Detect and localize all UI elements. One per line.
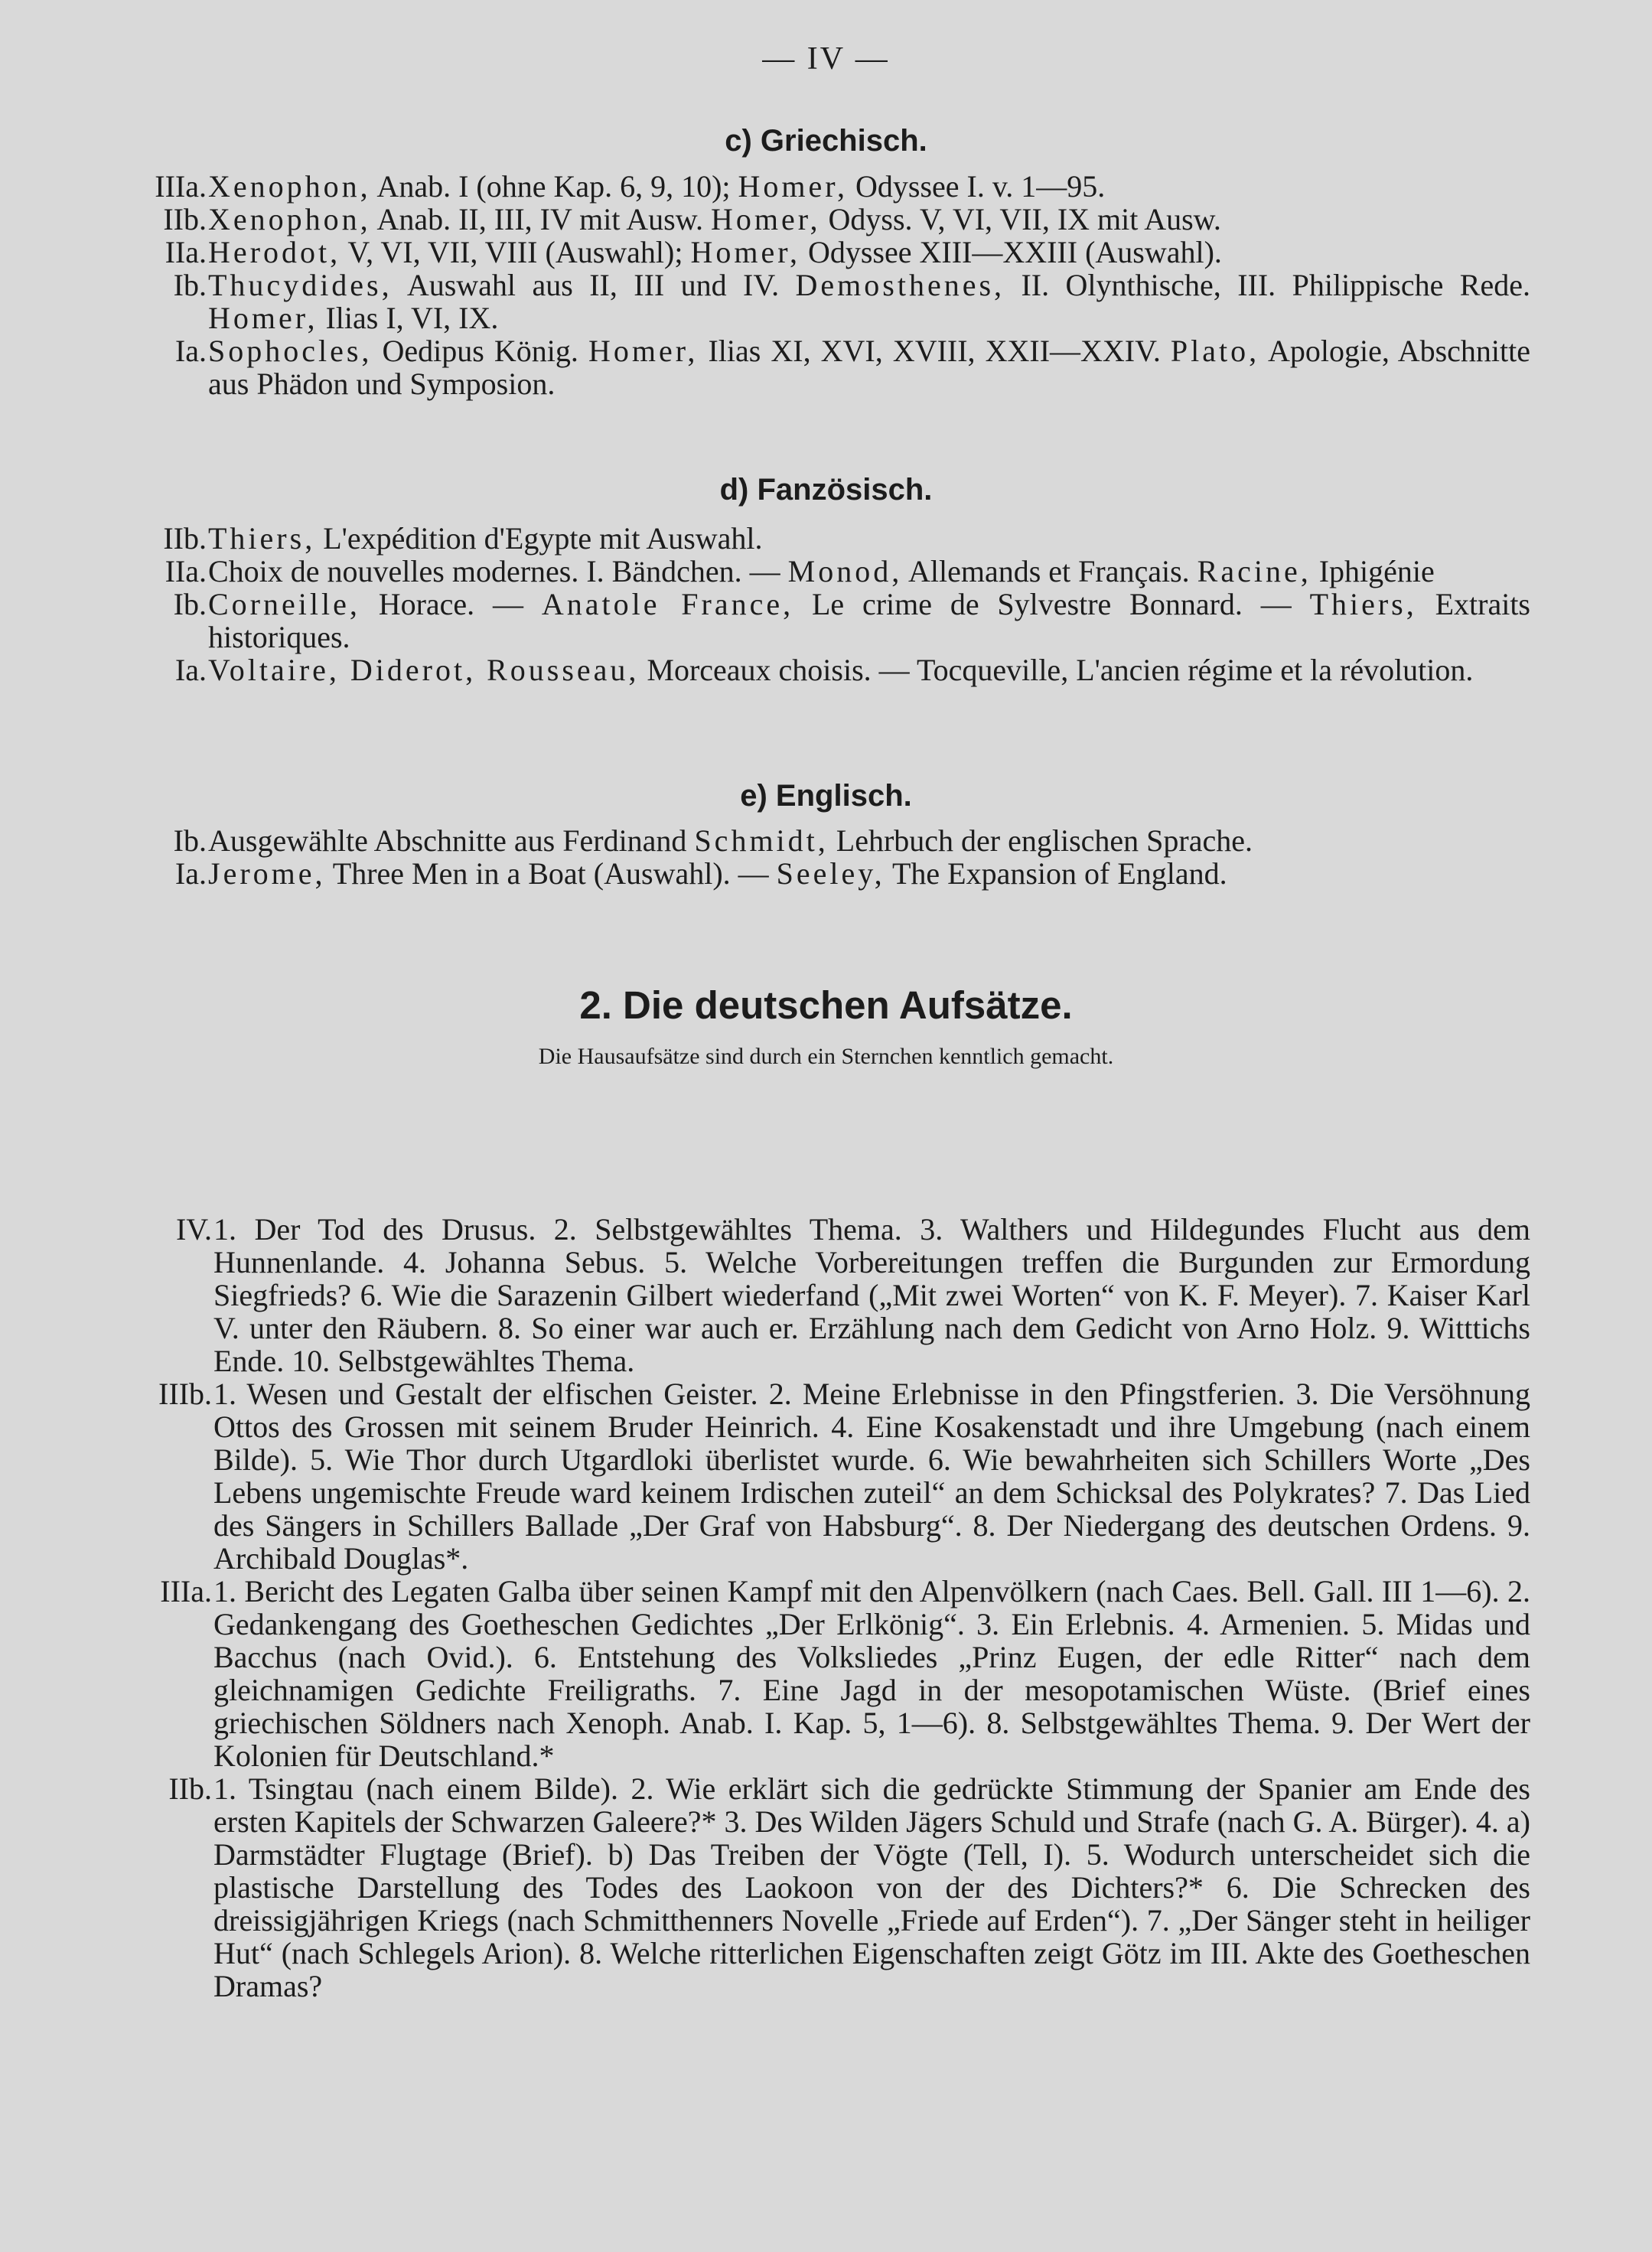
- author-name: Herodot,: [208, 235, 341, 269]
- entry-text: [208, 653, 1530, 686]
- entry-text-segment: Extraits historiques.: [208, 587, 1530, 654]
- entry-text-segment: Oedipus König.: [372, 334, 588, 368]
- essays-note: Die Hausaufsätze sind durch ein Sternchen kenntlich gemacht.: [538, 1044, 1114, 1069]
- entry-text-segment: The Expansion of England.: [885, 856, 1227, 891]
- class-label: IIb.: [163, 202, 207, 236]
- list-item: [115, 1377, 1530, 1575]
- class-label: Ib.: [173, 268, 207, 302]
- entry-text-segment: L'expédition d'Egypte mit Auswahl.: [315, 521, 763, 556]
- class-label: IIIb.: [158, 1377, 212, 1411]
- entry-text-segment: Odyssee I. v. 1—95.: [848, 169, 1106, 204]
- list-item: [115, 236, 1530, 269]
- entry-text: [213, 1377, 1530, 1575]
- list-item: [115, 334, 1530, 400]
- section-heading-french: d) Fanzösisch.: [719, 473, 933, 507]
- entry-text: [213, 1772, 1530, 2003]
- entry-text-segment: Ilias I, VI, IX.: [318, 301, 499, 335]
- essay-topics-list: [115, 1213, 1530, 2003]
- author-name: Plato,: [1170, 334, 1260, 368]
- author-name: Homer,: [711, 202, 821, 236]
- class-label: IIa.: [165, 235, 207, 269]
- author-name: Seeley,: [776, 856, 885, 891]
- class-label: Ia.: [174, 653, 207, 687]
- entry-text: [208, 170, 1530, 203]
- class-label: IV.: [175, 1212, 212, 1247]
- entry-text-segment: Le crime de Sylvestre Bonnard. —: [793, 587, 1310, 621]
- entry-text: [208, 269, 1530, 334]
- author-name: Racine,: [1197, 554, 1311, 588]
- author-name: Sophocles,: [208, 334, 373, 368]
- list-item: [115, 555, 1530, 588]
- author-name: Homer,: [208, 301, 318, 335]
- list-item: [115, 588, 1530, 653]
- entry-text-segment: Odyss. V, VI, VII, IX mit Ausw.: [820, 202, 1221, 236]
- entry-text-segment: 1. Tsingtau (nach einem Bilde). 2. Wie erklärt sich die gedrückte Stimmung der Spanier am Ende des ersten Kapitels der Schwarzen Galeere?* 3. Des Wilden Jägers Schuld und Strafe (nach G. A. Bürger). 4. a) Darmstädter Flugtage (Brief). b) Das Treiben der Vögte (Tell, I). 5. Wodurch unterscheidet sich die plastische Darstellung des Todes des Laokoon von der des Dichters?* 6. Die Schrecken des dreissigjährigen Kriegs (nach Schmitthenners Novelle „Friede auf Erden“). 7. „Der Sänger steht in heiliger Hut“ (nach Schlegels Arion). 8. Welche ritterlichen Eigenschaften zeigt Götz im III. Akte des Goetheschen Dramas?: [213, 1771, 1530, 2003]
- author-name: Corneille,: [208, 587, 360, 621]
- author-name: Thiers,: [208, 521, 316, 556]
- page-number: — IV —: [762, 41, 890, 77]
- entry-text: [213, 1213, 1530, 1377]
- entry-text: [208, 555, 1530, 588]
- entry-text: [208, 203, 1530, 236]
- entry-text-segment: Ausgewählte Abschnitte aus Ferdinand: [208, 823, 695, 858]
- class-label: Ia.: [174, 334, 207, 368]
- list-item: [115, 203, 1530, 236]
- author-name: Xenophon,: [208, 169, 371, 204]
- section-heading-english: e) Englisch.: [740, 779, 912, 813]
- class-label: Ia.: [174, 856, 207, 891]
- class-label: Ib.: [173, 587, 207, 621]
- class-label: IIa.: [165, 554, 207, 588]
- entry-text: [213, 1575, 1530, 1772]
- list-item: [115, 857, 1530, 890]
- entry-text: [208, 857, 1530, 890]
- author-name: Demosthenes,: [795, 268, 1005, 302]
- entry-text-segment: II. Olynthische, III. Philippische Rede.: [1005, 268, 1530, 302]
- entry-text-segment: 1. Bericht des Legaten Galba über seinen Kampf mit den Alpenvölkern (nach Caes. Bell. Gall. III 1—6). 2. Gedankengang des Goetheschen Gedichtes „Der Erlkönig“. 3. Ein Erlebnis. 4. Armenien. 5. Midas und Bacchus (nach Ovid.). 6. Entstehung des Volksliedes „Prinz Eugen, der edle Ritter“ nach dem gleichnamigen Gedichte Freiligraths. 7. Eine Jagd in der mesopotamischen Wüste. (Brief eines griechischen Söldners nach Xenoph. Anab. I. Kap. 5, 1—6). 8. Selbstgewähltes Thema. 9. Der Wert der Kolonien für Deutschland.*: [213, 1574, 1530, 1773]
- entry-text-segment: Lehrbuch der englischen Sprache.: [828, 823, 1253, 858]
- author-name: Homer,: [690, 235, 800, 269]
- entry-text-segment: 1. Wesen und Gestalt der elfischen Geister. 2. Meine Erlebnisse in den Pfingstferien. 3. Die Versöhnung Ottos des Grossen mit seinem Bruder Heinrich. 4. Eine Kosakenstadt und ihre Umgebung (nach einem Bilde). 5. Wie Thor durch Utgardloki überlistet wurde. 6. Wie bewahrheiten sich Schillers Worte „Des Lebens ungemischte Freude ward keinem Irdischen zuteil“ an dem Schicksal des Polykrates? 7. Das Lied des Sängers in Schillers Ballade „Der Graf von Habsburg“. 8. Der Niedergang des deutschen Ordens. 9. Archibald Douglas*.: [213, 1377, 1530, 1576]
- entry-text-segment: Horace. —: [360, 587, 542, 621]
- entry-text-segment: Choix de nouvelles modernes. I. Bändchen. —: [208, 554, 788, 588]
- author-name: Xenophon,: [208, 202, 371, 236]
- list-item: [115, 1213, 1530, 1377]
- author-name: Thiers,: [1309, 587, 1417, 621]
- author-name: Voltaire, Diderot, Rousseau,: [208, 653, 640, 687]
- list-item: [115, 522, 1530, 555]
- author-name: Jerome,: [208, 856, 326, 891]
- entry-text-segment: Odyssee XIII—XXIII (Auswahl).: [800, 235, 1222, 269]
- entry-text-segment: V, VI, VII, VIII (Auswahl);: [341, 235, 691, 269]
- class-label: IIIa.: [155, 169, 207, 204]
- french-reading-list: [115, 522, 1530, 686]
- entry-text-segment: Allemands et Français.: [902, 554, 1197, 588]
- list-item: [115, 1772, 1530, 2003]
- entry-text-segment: Three Men in a Boat (Auswahl). —: [325, 856, 777, 891]
- author-name: Monod,: [787, 554, 903, 588]
- entry-text: [208, 522, 1530, 555]
- class-label: IIb.: [168, 1771, 212, 1806]
- entry-text: [208, 236, 1530, 269]
- english-reading-list: [115, 824, 1530, 890]
- section-heading-greek: c) Griechisch.: [725, 124, 927, 158]
- entry-text-segment: Ilias XI, XVI, XVIII, XXII—XXIV.: [698, 334, 1171, 368]
- class-label: IIb.: [163, 521, 207, 556]
- list-item: [115, 1575, 1530, 1772]
- author-name: Thucydides,: [208, 268, 393, 302]
- author-name: Schmidt,: [694, 823, 829, 858]
- entry-text-segment: Anab. II, III, IV mit Ausw.: [370, 202, 712, 236]
- author-name: Homer,: [738, 169, 849, 204]
- entry-text-segment: Auswahl aus II, III und IV.: [392, 268, 796, 302]
- list-item: [115, 170, 1530, 203]
- entry-text: [208, 334, 1530, 400]
- author-name: Homer,: [588, 334, 699, 368]
- entry-text-segment: Apologie, Abschnitte aus Phädon und Symposion.: [208, 334, 1531, 401]
- entry-text: [208, 588, 1530, 653]
- greek-reading-list: [115, 170, 1530, 400]
- entry-text-segment: Anab. I (ohne Kap. 6, 9, 10);: [370, 169, 738, 204]
- class-label: IIIa.: [160, 1574, 212, 1608]
- list-item: [115, 653, 1530, 686]
- entry-text-segment: Iphigénie: [1311, 554, 1435, 588]
- class-label: Ib.: [173, 823, 207, 858]
- entry-text-segment: 1. Der Tod des Drusus. 2. Selbstgewähltes Thema. 3. Walthers und Hildegundes Flucht aus dem Hunnenlande. 4. Johanna Sebus. 5. Welche Vorbereitungen treffen die Burgunden zur Ermordung Siegfrieds? 6. Wie die Sarazenin Gilbert wiederfand („Mit zwei Worten“ von K. F. Meyer). 7. Kaiser Karl V. unter den Räubern. 8. So einer war auch er. Erzählung nach dem Gedicht von Arno Holz. 9. Witttichs Ende. 10. Selbstgewähltes Thema.: [213, 1212, 1530, 1378]
- section-heading-essays: 2. Die deutschen Aufsätze.: [579, 983, 1073, 1027]
- list-item: [115, 269, 1530, 334]
- list-item: [115, 824, 1530, 857]
- entry-text: [208, 824, 1530, 857]
- author-name: Anatole France,: [541, 587, 794, 621]
- entry-text-segment: Morceaux choisis. — Tocqueville, L'ancien régime et la révolution.: [639, 653, 1474, 687]
